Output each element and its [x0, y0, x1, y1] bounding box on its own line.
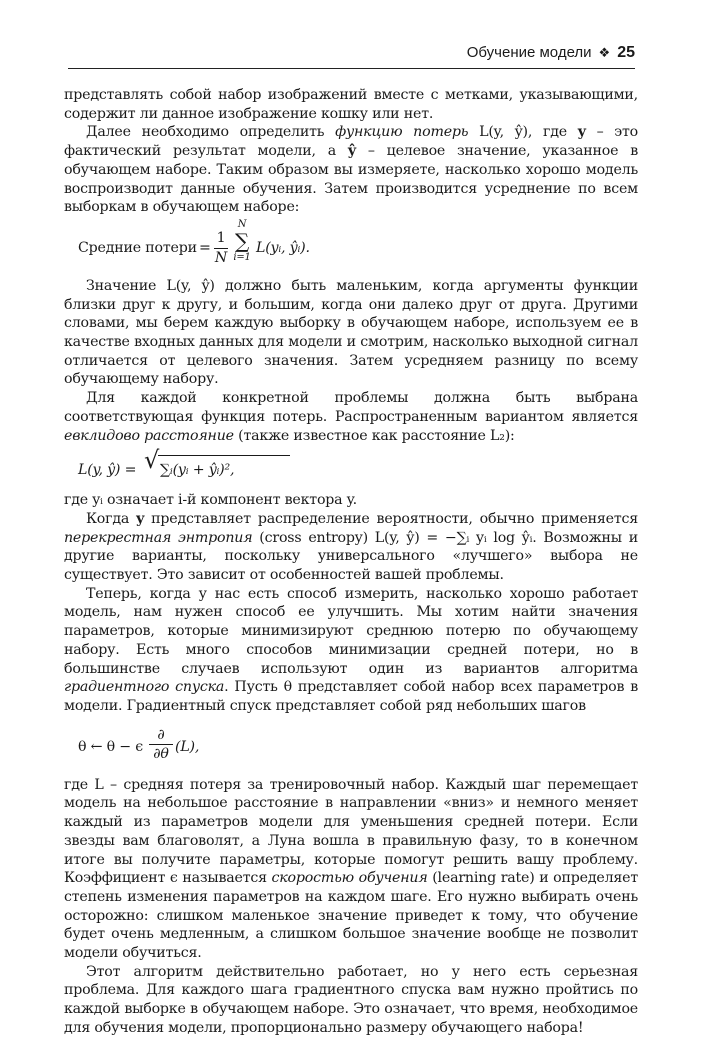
p6-symbol-y: y [136, 510, 145, 527]
eq1-body: L(yᵢ, ŷᵢ). [256, 239, 310, 256]
term-learning-rate: скоростью обучения [271, 870, 428, 887]
eq3-denominator: ∂θ [149, 744, 173, 764]
term-gradient-descent: градиентного спуска [64, 679, 225, 696]
eq1-label: Средние потери [78, 239, 197, 256]
eq1-sum-sign: ∑ [234, 228, 250, 253]
paragraph-9: Этот алгоритм действительно работает, но у него есть серьезная проблема. Для каждого шага градиентного спуска вам нужно пройтись по каждой выборке в обучающем наборе. Это означает, что время, необходимое для обучения модели, пропорционально размеру обучающего набора! [64, 963, 638, 1036]
paragraph-6 [64, 510, 638, 585]
paragraph-5: где yᵢ означает i-й компонент вектора y. [64, 492, 357, 509]
p8-text-b: (learning rate) и определяет степень изменения параметров на каждом шаге. Его нужно выбирать очень осторожно: слишком маленькое значение приведет к тому, что обучение будет очень медленным, а слишком большое значение вообще не позволит модели обучиться. [64, 870, 639, 962]
eq3-lhs: θ ← θ − ϵ [78, 738, 144, 755]
eq2-radical: √ [144, 446, 160, 475]
p6-text-b: представляет распределение вероятности, обычно применяется [144, 510, 638, 527]
paragraph-8 [64, 776, 638, 963]
eq1-sum-bottom: i=1 [233, 251, 251, 263]
eq2-inner: ∑ᵢ(yᵢ + ŷᵢ)², [160, 462, 235, 479]
paragraph-1: представлять собой набор изображений вместе с метками, указывающими, содержит ли данное изображение кошку или нет. [64, 87, 638, 122]
p2-text-a: Далее необходимо определить [86, 124, 336, 141]
p4-text-a: Для каждой конкретной проблемы должна быть выбрана соответствующая функция потерь. Распространенным вариантом является [64, 390, 638, 425]
p7-text-b: . Пусть θ представляет собой набор всех параметров в модели. Градиентный спуск представляет собой ряд небольших шагов [64, 679, 638, 714]
eq3-fraction [149, 726, 173, 764]
running-header [68, 40, 635, 69]
term-cross-entropy: перекрестная энтропия [64, 529, 253, 546]
eq1-summation [231, 219, 253, 263]
eq2-lhs: L(y, ŷ) = [78, 462, 137, 479]
term-loss-function: функцию потерь [335, 124, 469, 141]
p7-text-a: Теперь, когда у нас есть способ измерить, насколько хорошо работает модель, нам нужен способ ее улучшить. Мы хотим найти значения параметров, которые минимизируют среднюю потерю по обучающему набору. Есть много способов минимизации средней потери, но в большинстве случаев используют один из вариантов алгоритма [64, 585, 638, 677]
p2-symbol-y: y [577, 124, 586, 141]
eq2-radical-bar [158, 455, 290, 456]
eq1-equals: = [199, 239, 211, 256]
eq3-numerator: ∂ [157, 726, 165, 743]
eq1-fraction [214, 229, 228, 267]
header-run [467, 44, 635, 62]
p6-text-a: Когда [86, 510, 137, 527]
separator-icon: ❖ [598, 45, 611, 60]
p4-text-b: (также известное как расстояние L₂): [233, 427, 515, 444]
paragraph-2 [64, 123, 638, 217]
equation-mean-loss [64, 217, 638, 277]
paragraph-3: Значение L(y, ŷ) должно быть маленьким, когда аргументы функции близки друг к другу, и большим, когда они далеко друг от друга. Другими словами, мы берем каждую выборку в обучающем наборе, используем ее в качестве входных данных для модели и смотрим, насколько выходной сигнал отличается от целевого значения. Затем усредняем разницу по всему обучающему набору. [64, 277, 638, 388]
chapter-title: Обучение модели [466, 44, 592, 61]
equation-euclidean [64, 445, 638, 491]
eq1-numerator: 1 [216, 229, 226, 246]
p8-text-a: где L – средняя потеря за тренировочный набор. Каждый шаг перемещает модель на небольшое расстояние в направлении «вниз» и немного меняет каждый из параметров модели для уменьшения средней потери. Если звезды вам благоволят, а Луна вошла в правильную фазу, то в конечном итоге вы получите параметры, которые помогут решить вашу проблему. Коэффициент ϵ называется [64, 776, 638, 887]
p2-text-b: L(y, ŷ), где [468, 124, 578, 141]
p2-text-d: – это фактический результат модели, а [64, 124, 639, 160]
eq1-denominator: N [214, 249, 228, 266]
term-euclidean-distance: евклидово расстояние [64, 427, 234, 444]
page-body [64, 86, 638, 1038]
eq3-rhs: (L), [175, 738, 200, 755]
p2-text-f: – целевое значение, указанное в обучающем наборе. Таким образом вы измеряете, насколько хорошо модель воспроизводит данные обучения. Затем производится усреднение по всем выборкам в обучающем наборе: [64, 143, 638, 216]
p6-text-c: (cross entropy) L(y, ŷ) = −∑ᵢ yᵢ log ŷᵢ. Возможны и другие варианты, поскольку универсального «лучшего» выбора не существует. Это зависит от особенностей вашей проблемы. [64, 529, 638, 584]
paragraph-7 [64, 585, 638, 716]
p2-symbol-yhat: ŷ [347, 143, 356, 160]
eq1-sum-top: N [237, 218, 247, 230]
paragraph-4 [64, 389, 638, 445]
equation-gradient-step [64, 716, 638, 776]
page-number: 25 [617, 44, 635, 61]
